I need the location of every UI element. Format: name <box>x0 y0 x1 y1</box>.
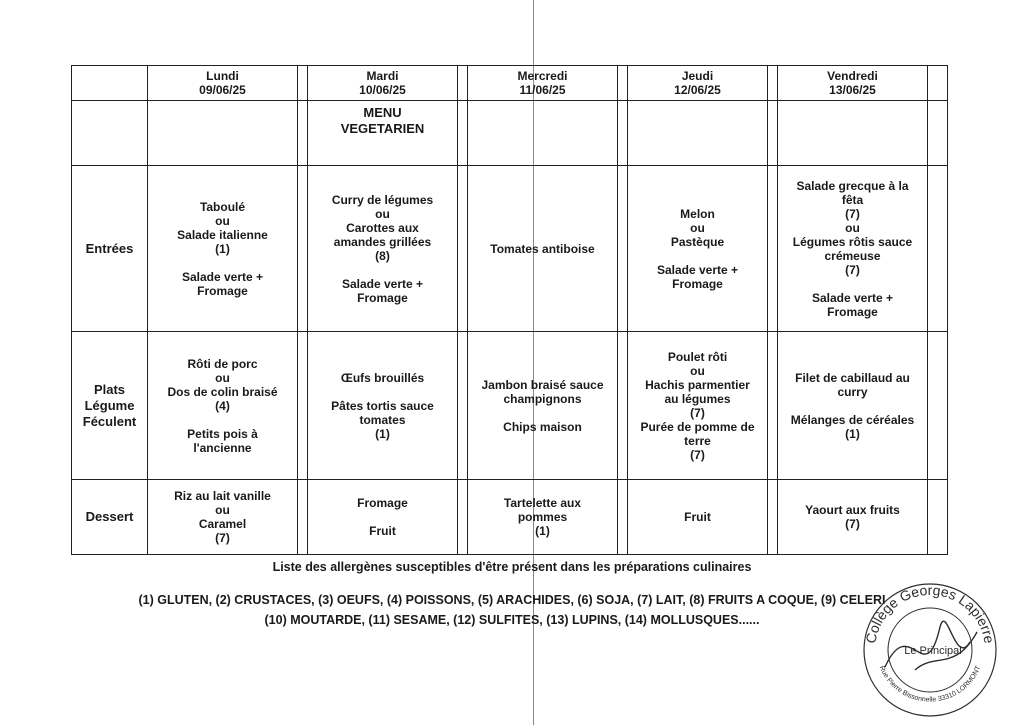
menu-line: Dos de colin braisé <box>167 384 278 399</box>
menu-line <box>782 277 923 291</box>
menu-line <box>312 385 453 399</box>
menu-line: Tartelette aux <box>503 496 582 510</box>
dessert-jeudi <box>628 480 768 555</box>
dessert-mercredi <box>468 480 618 555</box>
menu-line: ou <box>690 220 705 235</box>
plats-row <box>72 332 948 480</box>
menu-line: Fromage <box>672 276 723 291</box>
menu-line: Purée de pomme de <box>640 419 755 434</box>
menu-line: Jambon braisé sauce <box>481 377 604 392</box>
menu-line: tomates <box>359 412 406 427</box>
entrees-row <box>72 166 948 332</box>
corner-cell <box>72 66 148 101</box>
menu-line: Yaourt aux fruits <box>805 503 900 517</box>
row-label-entrees: Entrées <box>72 166 148 332</box>
menu-line: Mélanges de céréales <box>790 412 915 427</box>
menu-line: Fromage <box>357 496 408 510</box>
menu-line: ou <box>375 206 390 221</box>
menu-line: Salade verte + <box>341 276 424 291</box>
menu-line: (7) <box>215 531 230 545</box>
day-header-mercredi: Mercredi 11/06/25 <box>468 66 618 101</box>
menu-line <box>472 406 613 420</box>
menu-line: Taboulé <box>199 199 246 214</box>
svg-text:Collège Georges Lapierre <box>862 582 997 645</box>
entrees-mercredi <box>468 166 618 332</box>
stamp-address: Rue Pierre Bissonnelle 33310 LORMONT <box>877 664 983 704</box>
menu-line: Salade italienne <box>177 227 268 242</box>
plats-mardi <box>308 332 458 480</box>
menu-line: (4) <box>215 398 230 413</box>
menu-line: (7) <box>845 206 860 221</box>
menu-line: Fromage <box>827 304 878 319</box>
menu-line: (1) <box>845 426 860 441</box>
menu-line: ou <box>845 220 860 235</box>
row-label-plats: Plats Légume Féculent <box>72 332 148 480</box>
menu-line: Carottes aux <box>346 220 419 235</box>
menu-line: (7) <box>690 447 705 462</box>
menu-line: champignons <box>503 391 582 406</box>
menu-line <box>782 399 923 413</box>
entrees-lundi <box>148 166 298 332</box>
menu-line: Hachis parmentier <box>645 377 750 392</box>
stamp-school-name: Collège Georges Lapierre <box>862 582 998 645</box>
school-stamp <box>855 572 1005 722</box>
menu-line: (1) <box>215 241 230 256</box>
menu-line: Tomates antiboise <box>490 241 595 256</box>
weekly-menu-table <box>71 65 948 555</box>
menu-line: Salade grecque à la <box>796 178 909 193</box>
dessert-mardi <box>308 480 458 555</box>
menu-line: Fruit <box>369 524 396 538</box>
row-label-dessert: Dessert <box>72 480 148 555</box>
menu-line: Petits pois à <box>187 426 258 441</box>
menu-line: au légumes <box>664 391 731 406</box>
day-header-mardi: Mardi 10/06/25 <box>308 66 458 101</box>
dessert-row <box>72 480 948 555</box>
note-row <box>72 101 948 166</box>
menu-line: Filet de cabillaud au <box>795 370 910 385</box>
dessert-lundi <box>148 480 298 555</box>
menu-line: ou <box>215 213 230 228</box>
day-header-jeudi: Jeudi 12/06/25 <box>628 66 768 101</box>
menu-line: curry <box>837 384 868 399</box>
menu-line: Rôti de porc <box>187 356 258 371</box>
menu-line: (7) <box>690 405 705 420</box>
menu-line: ou <box>215 370 230 385</box>
menu-line: Salade verte + <box>656 262 739 277</box>
menu-line: Melon <box>680 206 715 221</box>
menu-line: Salade verte + <box>181 269 264 284</box>
entrees-jeudi <box>628 166 768 332</box>
menu-line: (7) <box>845 262 860 277</box>
dessert-vendredi <box>778 480 928 555</box>
menu-line: Caramel <box>198 517 247 531</box>
menu-line <box>152 413 293 427</box>
vegetarian-menu-note: MENU VEGETARIEN <box>308 101 458 166</box>
menu-line: (1) <box>375 426 390 441</box>
menu-line: crémeuse <box>824 248 881 263</box>
plats-lundi <box>148 332 298 480</box>
menu-line: Salade verte + <box>811 290 894 305</box>
menu-line: Fromage <box>357 290 408 305</box>
menu-line <box>312 263 453 277</box>
menu-line: (1) <box>535 524 550 538</box>
allergen-list-line-2: (10) MOUTARDE, (11) SESAME, (12) SULFITES, (13) LUPINS, (14) MOLLUSQUES...... <box>264 613 760 627</box>
menu-line: Pastèque <box>670 234 725 249</box>
menu-line <box>632 249 763 263</box>
menu-line: ou <box>690 363 705 378</box>
menu-line <box>152 256 293 270</box>
allergen-legend-title: Liste des allergènes susceptibles d'être présent dans les préparations culinaires <box>272 560 752 574</box>
menu-line: (8) <box>375 248 390 263</box>
menu-line: amandes grillées <box>333 234 432 249</box>
menu-line: ou <box>215 503 230 517</box>
menu-line <box>312 510 453 524</box>
menu-line: Œufs brouillés <box>340 370 425 385</box>
menu-line: (7) <box>845 517 860 531</box>
stamp-role: Le Principal <box>904 645 962 657</box>
menu-line: Poulet rôti <box>667 349 728 364</box>
menu-line: Riz au lait vanille <box>174 489 271 503</box>
plats-jeudi <box>628 332 768 480</box>
day-header-vendredi: Vendredi 13/06/25 <box>778 66 928 101</box>
plats-mercredi <box>468 332 618 480</box>
entrees-vendredi <box>778 166 928 332</box>
allergen-list-line-1: (1) GLUTEN, (2) CRUSTACES, (3) OEUFS, (4) POISSONS, (5) ARACHIDES, (6) SOJA, (7) LAIT, (8) FRUITS A COQUE, (9) CELERI <box>138 593 886 607</box>
plats-vendredi <box>778 332 928 480</box>
day-header-lundi: Lundi 09/06/25 <box>148 66 298 101</box>
menu-line: Fruit <box>684 510 711 524</box>
menu-line: terre <box>684 433 711 448</box>
day-header-row <box>72 66 948 101</box>
menu-line: Fromage <box>197 283 248 298</box>
menu-line: fêta <box>841 192 864 207</box>
menu-line: Légumes rôtis sauce <box>792 234 913 249</box>
menu-line: Pâtes tortis sauce <box>331 398 434 413</box>
menu-line: l'ancienne <box>193 440 252 455</box>
menu-line: pommes <box>517 510 568 524</box>
menu-line: Chips maison <box>503 419 582 434</box>
menu-line: Curry de légumes <box>331 192 434 207</box>
entrees-mardi <box>308 166 458 332</box>
